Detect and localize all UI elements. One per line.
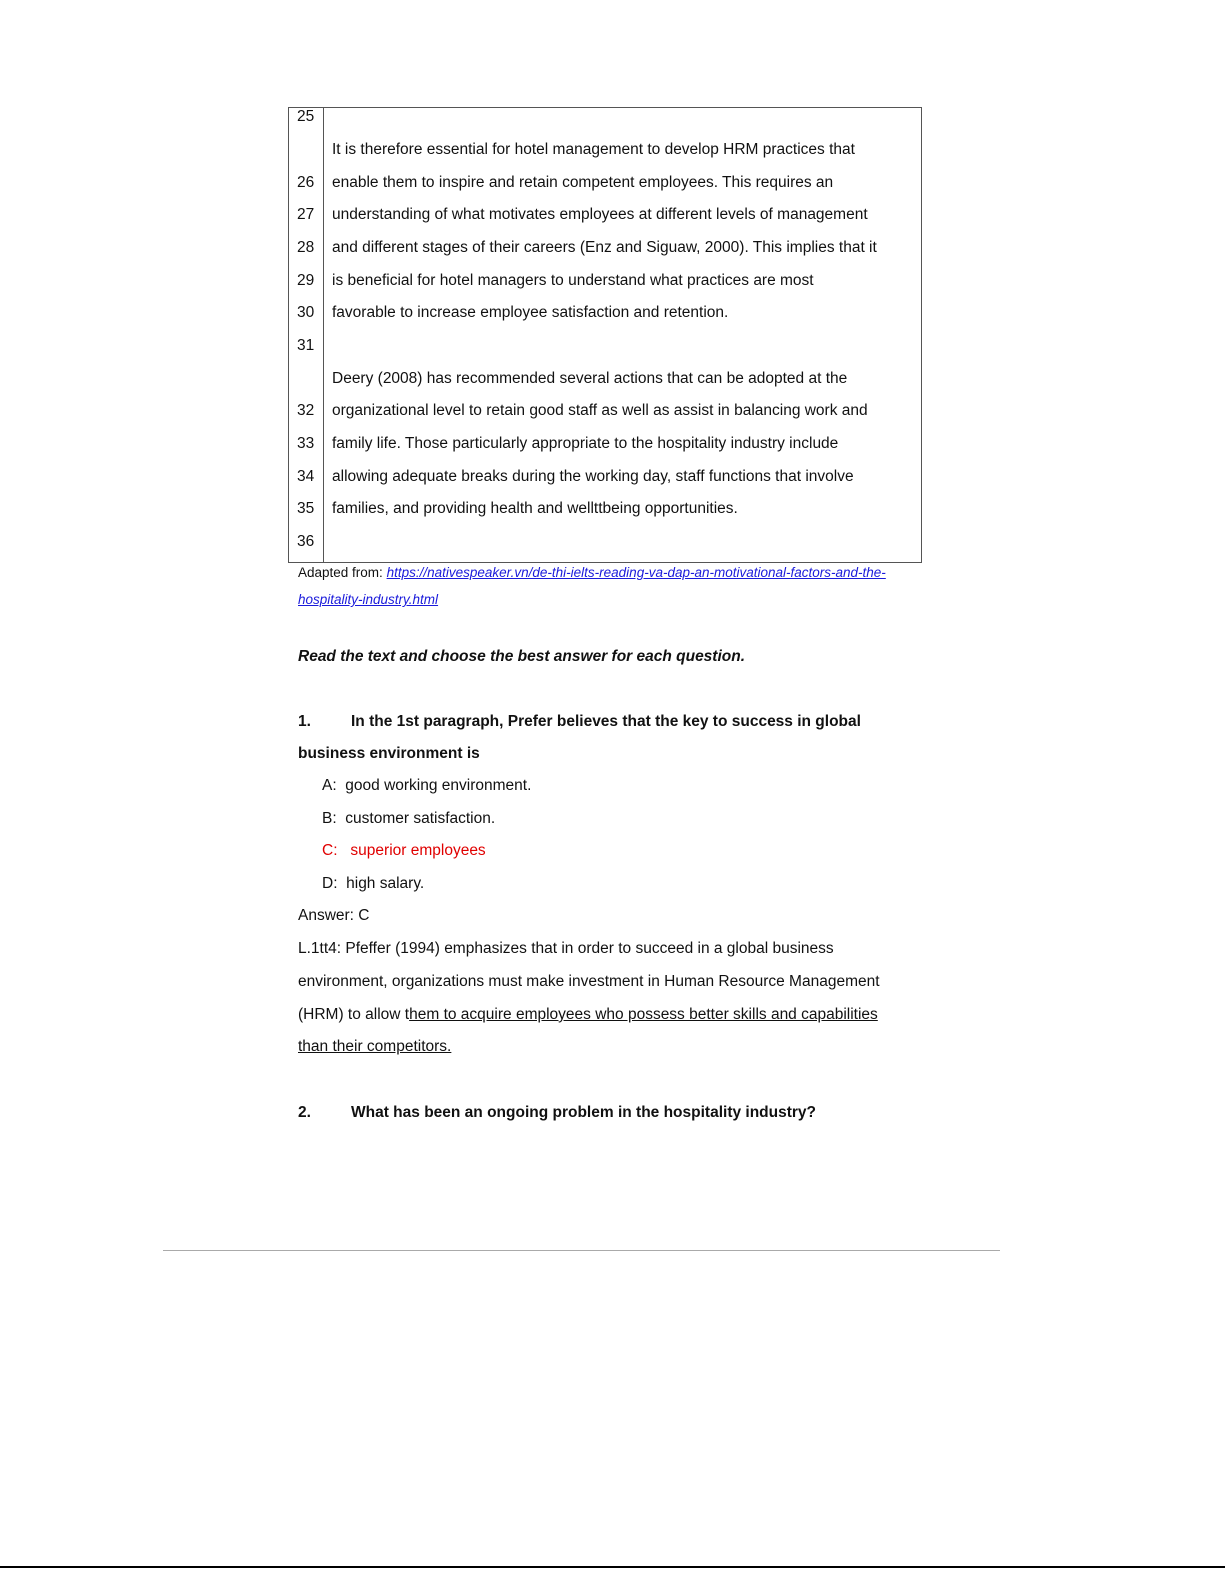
line-number-divider xyxy=(323,107,324,563)
passage-line: families, and providing health and wellttbeing opportunities. xyxy=(332,500,738,517)
line-number: 25 xyxy=(297,108,315,125)
option-letter: B: xyxy=(322,810,337,827)
source-citation xyxy=(298,563,886,583)
question-text: In the 1st paragraph, Prefer believes that the key to success in global xyxy=(351,713,861,730)
passage-line: Deery (2008) has recommended several actions that can be adopted at the xyxy=(332,370,848,387)
passage-line: and different stages of their careers (Enz and Siguaw, 2000). This implies that it xyxy=(332,239,877,256)
option-letter: A: xyxy=(322,777,337,794)
explanation-text: (HRM) to allow t xyxy=(298,1006,410,1023)
passage-line: is beneficial for hotel managers to understand what practices are most xyxy=(332,272,814,289)
option-letter: C: xyxy=(322,842,338,859)
explanation-line xyxy=(298,1005,878,1025)
line-number: 26 xyxy=(297,174,315,191)
line-number: 28 xyxy=(297,239,315,256)
line-number: 34 xyxy=(297,468,315,485)
line-number: 30 xyxy=(297,304,315,321)
option-b[interactable] xyxy=(322,809,495,829)
explanation-underlined: than their competitors. xyxy=(298,1038,452,1055)
answer: Answer: C xyxy=(298,907,370,924)
passage-line: favorable to increase employee satisfaction and retention. xyxy=(332,304,729,321)
option-text: good working environment. xyxy=(345,777,532,794)
explanation-line: L.1tt4: Pfeffer (1994) emphasizes that in order to succeed in a global business xyxy=(298,940,834,957)
line-number: 33 xyxy=(297,435,315,452)
option-d[interactable] xyxy=(322,874,424,894)
option-text: customer satisfaction. xyxy=(345,810,496,827)
question-text: What has been an ongoing problem in the hospitality industry? xyxy=(351,1104,817,1121)
passage-line: It is therefore essential for hotel management to develop HRM practices that xyxy=(332,141,855,158)
passage-line: family life. Those particularly appropriate to the hospitality industry include xyxy=(332,435,839,452)
line-number: 35 xyxy=(297,500,315,517)
line-number: 31 xyxy=(297,337,315,354)
instruction: Read the text and choose the best answer for each question. xyxy=(298,648,746,665)
question-number: 2. xyxy=(298,1104,311,1121)
line-number: 27 xyxy=(297,206,315,223)
option-c-correct[interactable] xyxy=(322,841,486,861)
explanation-underlined: hem to acquire employees who possess better skills and capabilities xyxy=(409,1006,878,1023)
source-label: Adapted from: xyxy=(298,565,383,580)
source-link[interactable]: https://nativespeaker.vn/de-thi-ielts-reading-va-dap-an-motivational-factors-and-the- xyxy=(386,565,886,580)
question-text-continued: business environment is xyxy=(298,745,480,762)
passage-line: organizational level to retain good staff as well as assist in balancing work and xyxy=(332,402,868,419)
explanation-line: environment, organizations must make investment in Human Resource Management xyxy=(298,973,880,990)
line-number: 29 xyxy=(297,272,315,289)
passage-line: enable them to inspire and retain competent employees. This requires an xyxy=(332,174,834,191)
line-number: 36 xyxy=(297,533,315,550)
bottom-border xyxy=(0,1566,1225,1568)
option-text: superior employees xyxy=(350,842,486,859)
option-a[interactable] xyxy=(322,776,531,796)
source-link-continued[interactable]: hospitality-industry.html xyxy=(298,592,439,607)
line-number: 32 xyxy=(297,402,315,419)
option-letter: D: xyxy=(322,875,338,892)
question-number: 1. xyxy=(298,713,311,730)
passage-line: allowing adequate breaks during the working day, staff functions that involve xyxy=(332,468,854,485)
passage-line: understanding of what motivates employees at different levels of management xyxy=(332,206,868,223)
page-divider xyxy=(163,1250,1000,1251)
option-text: high salary. xyxy=(346,875,425,892)
